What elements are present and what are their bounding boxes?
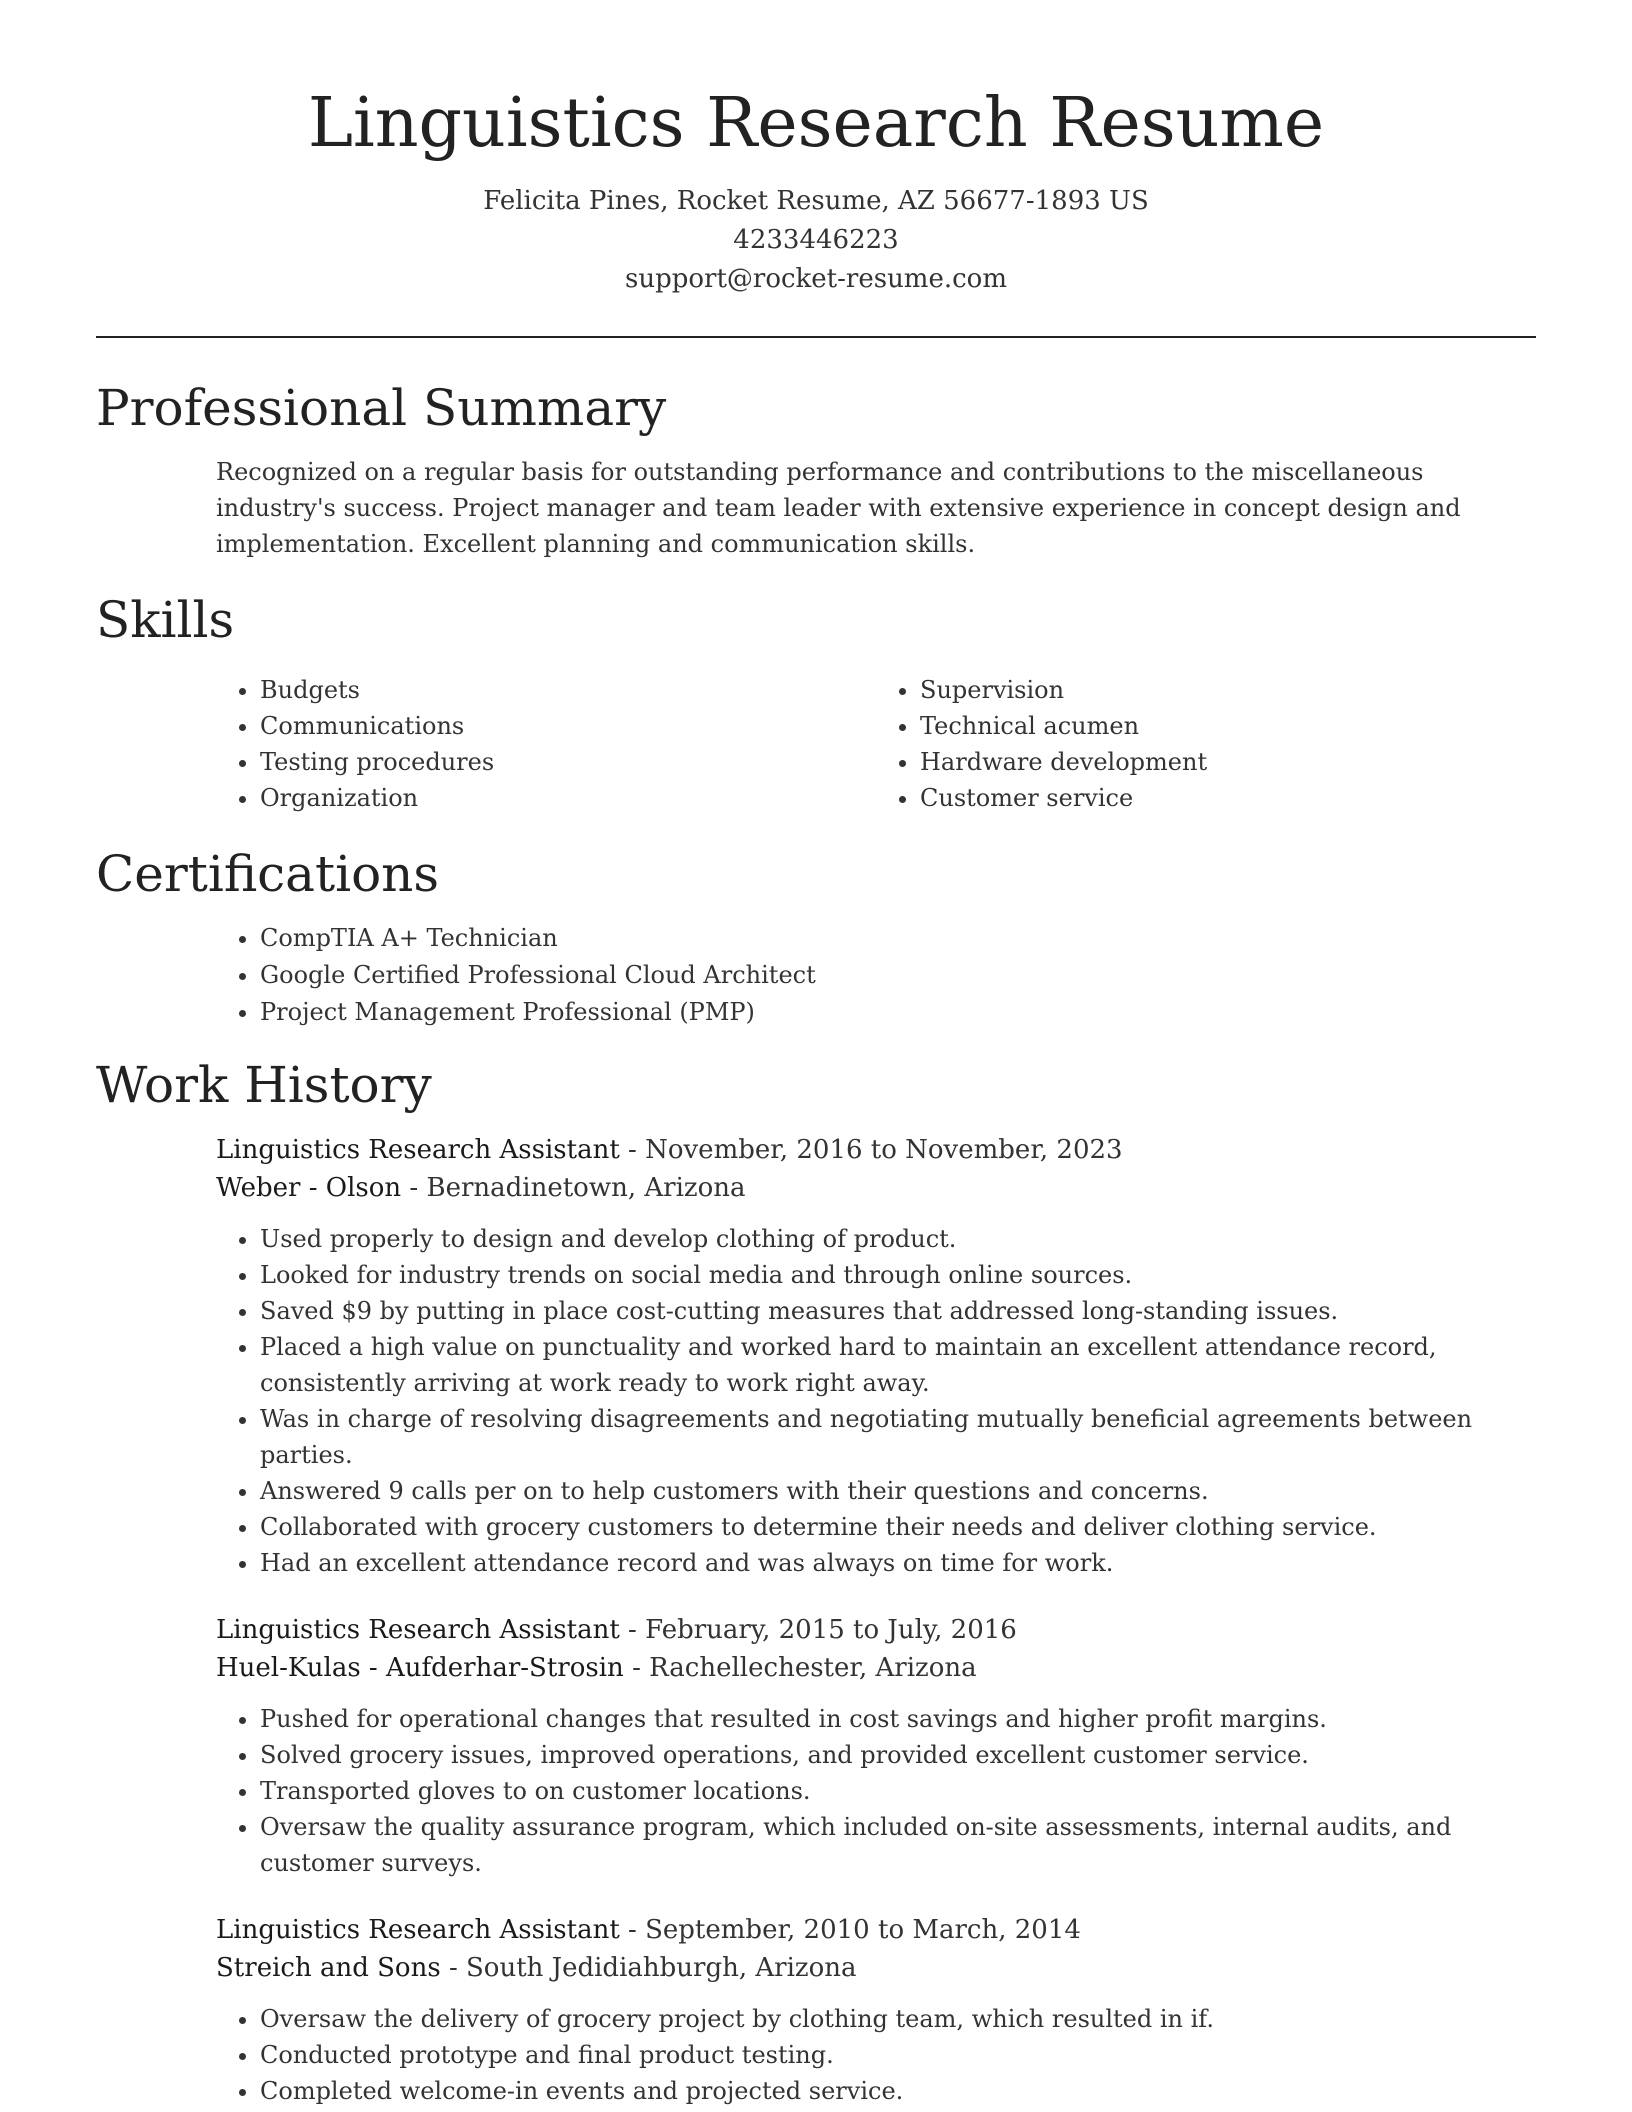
job-company-line [216, 1949, 1536, 1987]
skill-item: • Hardware development [920, 744, 1536, 780]
summary-text: Recognized on a regular basis for outstanding performance and contributions to the miscellaneous industry's success. Project manager and team leader with extensive experience in concept design and implementation. Excellent planning and communication skills. [216, 458, 1461, 558]
job-title-line [216, 1611, 1536, 1649]
certifications-heading: Certifications [96, 845, 440, 903]
job-location: Rachellechester, Arizona [649, 1653, 977, 1683]
summary-heading: Professional Summary [96, 379, 667, 437]
job-title: Linguistics Research Assistant [216, 1615, 620, 1645]
skills-column-left [216, 672, 876, 816]
job-entry [216, 1131, 1536, 1581]
contact-address: Felicita Pines, Rocket Resume, AZ 56677-1893 US [483, 186, 1149, 216]
job-bullets [216, 1221, 1536, 1581]
job-bullet: • Pushed for operational changes that resulted in cost savings and higher profit margins. [260, 1701, 1536, 1737]
job-dates: September, 2010 to March, 2014 [645, 1915, 1081, 1945]
job-separator: - [628, 1615, 637, 1645]
skill-item: • Customer service [920, 780, 1536, 816]
resume-page [96, 0, 1536, 2109]
job-entry [216, 1911, 1536, 2109]
resume-title: Linguistics Research Resume [307, 84, 1325, 163]
job-bullet: • Used properly to design and develop clothing of product. [260, 1221, 1536, 1257]
job-bullets [216, 1701, 1536, 1881]
job-bullet: • Saved $9 by putting in place cost-cutting measures that addressed long-standing issues. [260, 1293, 1536, 1329]
job-bullet: • Oversaw the quality assurance program, which included on-site assessments, internal audits, and customer surveys. [260, 1809, 1536, 1881]
job-title-line [216, 1131, 1536, 1169]
job-separator: - [628, 1135, 637, 1165]
job-bullet: • Collaborated with grocery customers to determine their needs and deliver clothing service. [260, 1509, 1536, 1545]
job-company: Weber - Olson [216, 1173, 402, 1203]
job-bullet: • Placed a high value on punctuality and worked hard to maintain an excellent attendance record, consistently arriving at work ready to work right away. [260, 1329, 1536, 1401]
job-separator: - [628, 1915, 637, 1945]
skill-item: • Technical acumen [920, 708, 1536, 744]
work-history-heading: Work History [96, 1056, 432, 1114]
job-separator: - [448, 1953, 458, 1983]
job-dates: November, 2016 to November, 2023 [645, 1135, 1123, 1165]
contact-phone: 4233446223 [733, 225, 899, 255]
certifications-list [216, 920, 1536, 1031]
job-bullet: • Looked for industry trends on social media and through online sources. [260, 1257, 1536, 1293]
job-bullet: • Answered 9 calls per on to help customers with their questions and concerns. [260, 1473, 1536, 1509]
contact-email: support@rocket-resume.com [624, 264, 1007, 294]
certification-item: • Project Management Professional (PMP) [260, 994, 1536, 1031]
contact-block [96, 182, 1536, 299]
skill-item: • Communications [260, 708, 876, 744]
job-company-line [216, 1649, 1536, 1687]
job-title: Linguistics Research Assistant [216, 1915, 620, 1945]
job-location: Bernadinetown, Arizona [426, 1173, 746, 1203]
skills-heading: Skills [96, 591, 235, 649]
job-title: Linguistics Research Assistant [216, 1135, 620, 1165]
skills-grid [216, 672, 1536, 816]
job-bullet: • Was in charge of resolving disagreements and negotiating mutually beneficial agreements between parties. [260, 1401, 1536, 1473]
job-bullets [216, 2001, 1536, 2109]
skill-item: • Organization [260, 780, 876, 816]
job-entry [216, 1611, 1536, 1881]
skill-item: • Testing procedures [260, 744, 876, 780]
job-bullet: • Solved grocery issues, improved operations, and provided excellent customer service. [260, 1737, 1536, 1773]
certification-item: • Google Certified Professional Cloud Architect [260, 957, 1536, 994]
header-divider [96, 336, 1536, 338]
job-bullet: • Oversaw the delivery of grocery project by clothing team, which resulted in if. [260, 2001, 1536, 2037]
job-company: Huel-Kulas - Aufderhar-Strosin [216, 1653, 624, 1683]
job-bullet: • Conducted prototype and final product testing. [260, 2037, 1536, 2073]
skill-item: • Budgets [260, 672, 876, 708]
job-separator: - [409, 1173, 419, 1203]
job-bullet: • Completed welcome-in events and projected service. [260, 2073, 1536, 2109]
job-company: Streich and Sons [216, 1953, 441, 1983]
job-location: South Jedidiahburgh, Arizona [466, 1953, 857, 1983]
job-dates: February, 2015 to July, 2016 [645, 1615, 1017, 1645]
skill-item: • Supervision [920, 672, 1536, 708]
skills-column-right [876, 672, 1536, 816]
job-title-line [216, 1911, 1536, 1949]
job-bullet: • Transported gloves to on customer locations. [260, 1773, 1536, 1809]
job-separator: - [632, 1653, 641, 1683]
certification-item: • CompTIA A+ Technician [260, 920, 1536, 957]
job-bullet: • Had an excellent attendance record and was always on time for work. [260, 1545, 1536, 1581]
job-company-line [216, 1169, 1536, 1207]
